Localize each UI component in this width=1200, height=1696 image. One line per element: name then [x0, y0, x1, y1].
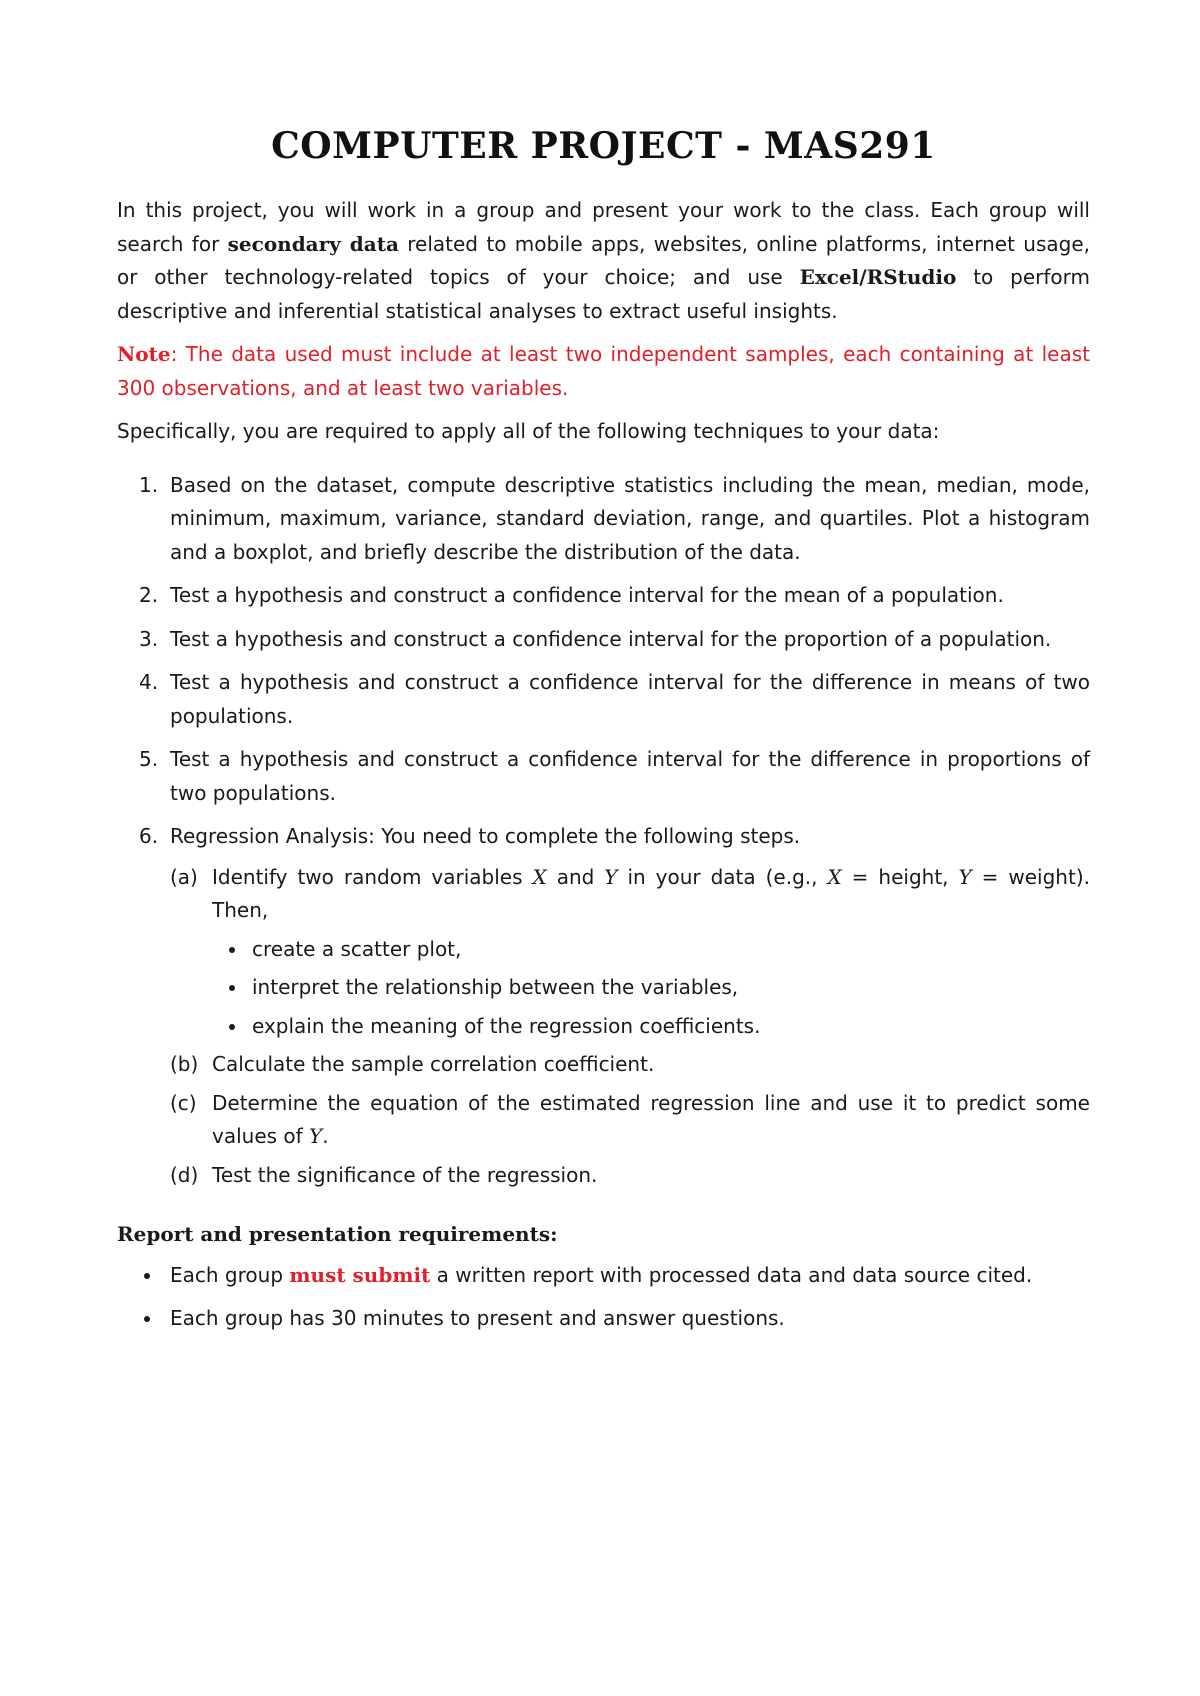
requirement-emphasis: must submit — [289, 1262, 431, 1287]
step-label: (d) — [170, 1162, 199, 1187]
step-label: (b) — [170, 1052, 199, 1076]
bullet-icon — [229, 1024, 235, 1030]
requirement-item-1 — [117, 1259, 1090, 1293]
bullet-text: interpret the relationship between the variables, — [252, 975, 739, 999]
task-item-2 — [117, 579, 1090, 613]
requirement-text: Each group has 30 minutes to present and answer questions. — [170, 1306, 785, 1330]
bullet-text: create a scatter plot, — [252, 936, 462, 961]
task-text: Test a hypothesis and construct a confidence interval for the proportion of a population. — [170, 626, 1052, 651]
variable-y: Y — [309, 1124, 323, 1148]
task-number: 2. — [139, 583, 159, 607]
requirement-text: Each group — [170, 1262, 290, 1287]
regression-steps — [170, 861, 1090, 1193]
task-text: Test a hypothesis and construct a confidence interval for the mean of a population. — [170, 583, 1004, 607]
task-item-5 — [117, 743, 1090, 810]
step-a-bullets — [212, 933, 1090, 1044]
spec-paragraph: Specifically, you are required to apply all of the following techniques to your data: — [117, 419, 940, 443]
step-text: Test the significance of the regression. — [212, 1162, 598, 1187]
regression-step-a — [170, 861, 1090, 1044]
task-item-3 — [117, 623, 1090, 657]
task-text: Based on the dataset, compute descriptive statistics including the mean, median, mode, minimum, maximum, variance, standard deviation, range, and quartiles. Plot a histogram and a boxplot, and briefly describe the distribution of the data. — [170, 472, 1090, 564]
variable-x: X — [827, 864, 842, 889]
intro-paragraph — [117, 194, 1090, 328]
step-text: and — [546, 864, 605, 889]
bullet-icon — [229, 947, 235, 953]
step-text: = height, — [841, 864, 959, 889]
intro-text-1: In this project, you will work in a group and present your work to the class. Each group will search for — [117, 198, 1090, 256]
intro-text-2: related to mobile apps, websites, online platforms, internet usage, or other technology-related topics of your choice; and use — [117, 231, 1090, 289]
task-item-1 — [117, 469, 1090, 570]
step-text: Calculate the sample correlation coefficient. — [212, 1052, 655, 1076]
task-text: Regression Analysis: You need to complete the following steps. — [170, 824, 801, 848]
task-list — [117, 469, 1090, 1193]
variable-x: X — [532, 864, 547, 889]
bullet-icon — [229, 985, 235, 991]
step-text: Determine the equation of the estimated regression line and use it to predict some values of — [212, 1090, 1090, 1148]
bullet-item — [212, 1010, 1090, 1044]
task-number: 4. — [139, 670, 159, 694]
intro-text-3: to perform descriptive and inferential statistical analyses to extract useful insights. — [117, 265, 1090, 323]
task-number: 6. — [139, 824, 159, 848]
regression-step-d — [170, 1159, 1090, 1193]
step-label: (c) — [170, 1090, 197, 1115]
step-label: (a) — [170, 864, 198, 889]
step-text: Identify two random variables — [212, 864, 533, 889]
bullet-icon — [144, 1273, 150, 1279]
step-text: in your data (e.g., — [617, 864, 828, 889]
regression-step-c — [170, 1087, 1090, 1154]
task-item-4 — [117, 666, 1090, 733]
task-text: Test a hypothesis and construct a confidence interval for the difference in proportions of two populations. — [170, 747, 1090, 805]
note-label: Note — [117, 342, 171, 366]
bullet-item — [212, 971, 1090, 1005]
task-number: 3. — [139, 626, 159, 651]
note-paragraph — [117, 338, 1090, 405]
requirement-item-2 — [117, 1302, 1090, 1336]
variable-y: Y — [604, 864, 618, 889]
task-item-6 — [117, 820, 1090, 1192]
document-title: COMPUTER PROJECT - MAS291 — [271, 125, 936, 167]
intro-bold-tools: Excel/RStudio — [799, 265, 957, 289]
requirement-text: a written report with processed data and data source cited. — [430, 1262, 1033, 1287]
note-text: : The data used must include at least two independent samples, each containing at least 300 observations, and at least two variables. — [117, 342, 1090, 400]
task-number: 1. — [139, 472, 159, 497]
bullet-item — [212, 933, 1090, 967]
step-text: = weight). Then, — [212, 864, 1090, 922]
bullet-text: explain the meaning of the regression coefficients. — [252, 1013, 761, 1038]
variable-y: Y — [958, 864, 972, 889]
step-text-end: . — [322, 1124, 329, 1148]
task-text: Test a hypothesis and construct a confidence interval for the difference in means of two populations. — [170, 670, 1090, 728]
requirements-list — [117, 1259, 1090, 1336]
intro-bold-secondary-data: secondary data — [227, 231, 399, 256]
task-number: 5. — [139, 747, 159, 771]
requirements-heading: Report and presentation requirements: — [117, 1222, 558, 1246]
bullet-icon — [144, 1316, 150, 1322]
regression-step-b — [170, 1048, 1090, 1082]
